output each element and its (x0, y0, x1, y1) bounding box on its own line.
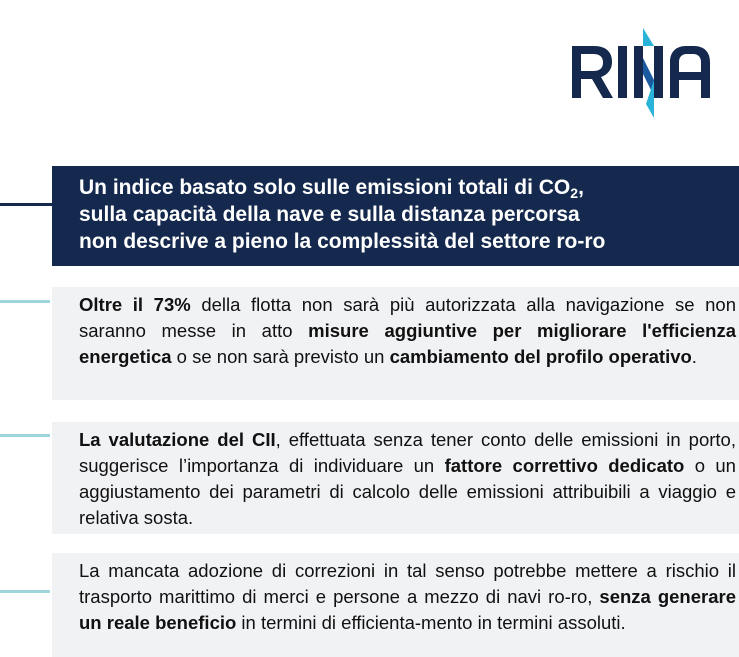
paragraph-risk (52, 553, 739, 657)
text-span: o se non sarà previsto un (171, 346, 390, 367)
text-span: in termini di efficienta-mento in termini assoluti. (236, 612, 626, 633)
text-span: , effettuata senza tener conto delle emissioni in porto, suggerisce l’importanza di individuare un (79, 429, 736, 476)
logo-letter-r (572, 46, 613, 98)
title-line-1-end: , (578, 176, 584, 199)
bold-span: fattore correttivo dedicato (444, 455, 685, 476)
text-span: La mancata adozione di correzioni in tal senso potrebbe mettere a rischio il trasporto marittimo di merci e persone a mezzo di navi ro-ro, (79, 560, 736, 607)
paragraph-cii (52, 422, 739, 534)
block1-accent-rule (0, 300, 50, 303)
logo-letter-i (618, 46, 627, 98)
rina-logo (570, 18, 712, 122)
title-accent-rule (0, 203, 52, 206)
text-span: della flotta non sarà più autorizzata alla navigazione se non saranno messe in atto (79, 294, 737, 341)
title-line-2: sulla capacità della nave e sulla distanza percorsa (79, 203, 580, 226)
title-line-1 (79, 174, 739, 201)
paragraph-fleet (52, 287, 739, 400)
text-span: o un aggiustamento dei parametri di calcolo delle emissioni attribuibili a viaggio e relativa sosta. (79, 455, 736, 528)
title-line-1-text: Un indice basato solo sulle emissioni totali di CO (79, 176, 571, 199)
bold-span: senza generare un reale beneficio (79, 586, 737, 633)
logo-letter-a (670, 46, 710, 98)
bold-span: cambiamento del profilo operativo (389, 346, 692, 367)
block2-accent-rule (0, 434, 50, 437)
title-line-3: non descrive a pieno la complessità del settore ro-ro (79, 230, 606, 253)
bold-span: La valutazione del CII (79, 429, 276, 450)
logo-accent-light (643, 28, 654, 46)
bold-span: misure aggiuntive per migliorare l'efficienza energetica (79, 320, 736, 367)
block3-accent-rule (0, 590, 50, 593)
fleet-percent: Oltre il 73% (79, 294, 191, 315)
page-title (52, 166, 739, 266)
co2-subscript: 2 (570, 185, 579, 201)
text-span: . (691, 346, 697, 367)
